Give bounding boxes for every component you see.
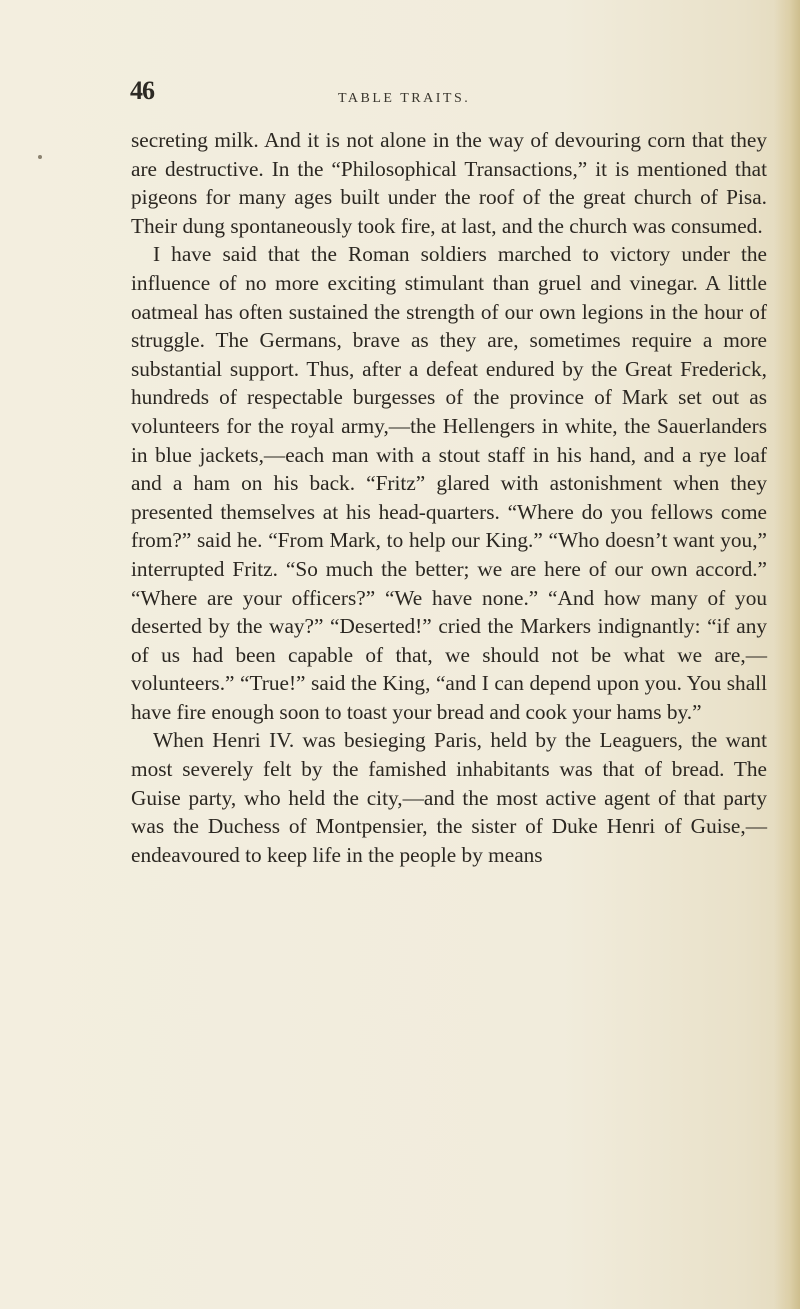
body-text bbox=[131, 126, 767, 869]
margin-dot bbox=[38, 155, 42, 159]
page-edge-shading bbox=[774, 0, 800, 1309]
paragraph: When Henri IV. was besieging Paris, held by the Leaguers, the want most severely felt by the famished inhabitants was that of bread. The Guise party, who held the city,—and the most active agent of that party was the Duchess of Montpensier, the sister of Duke Henri of Guise,—endeavoured to keep life in the people by means bbox=[131, 728, 767, 867]
paragraph: secreting milk. And it is not alone in the way of devouring corn that they are destructive. In the “Philosophical Transactions,” it is mentioned that pigeons for many ages built under the roof of the great church of Pisa. Their dung spontaneously took fire, at last, and the church was consumed. bbox=[131, 128, 767, 238]
page-number: 46 bbox=[130, 76, 154, 105]
paragraph: I have said that the Roman soldiers marched to victory under the influence of no more exciting stimulant than gruel and vinegar. A little oatmeal has often sustained the strength of our own legions in the hour of struggle. The Germans, brave as they are, sometimes require a more substantial support. Thus, after a defeat endured by the Great Frederick, hundreds of respectable burgesses of the province of Mark set out as volunteers for the royal army,—the Hellengers in white, the Sauerlanders in blue jackets,—each man with a stout staff in his hand, and a rye loaf and a ham on his back. “Fritz” glared with astonishment when they presented themselves at his head-quarters. “Where do you fellows come from?” said he. “From Mark, to help our King.” “Who doesn’t want you,” interrupted Fritz. “So much the better; we are here of our own accord.” “Where are your officers?” “We have none.” “And how many of you deserted by the way?” “Deserted!” cried the Markers indignantly: “if any of us had been capable of that, we should not be what we are,—volunteers.” “True!” said the King, “and I can depend upon you. You shall have fire enough soon to toast your bread and cook your hams by.” bbox=[131, 242, 767, 724]
page-header bbox=[0, 0, 800, 120]
running-title: TABLE TRAITS. bbox=[338, 91, 471, 106]
